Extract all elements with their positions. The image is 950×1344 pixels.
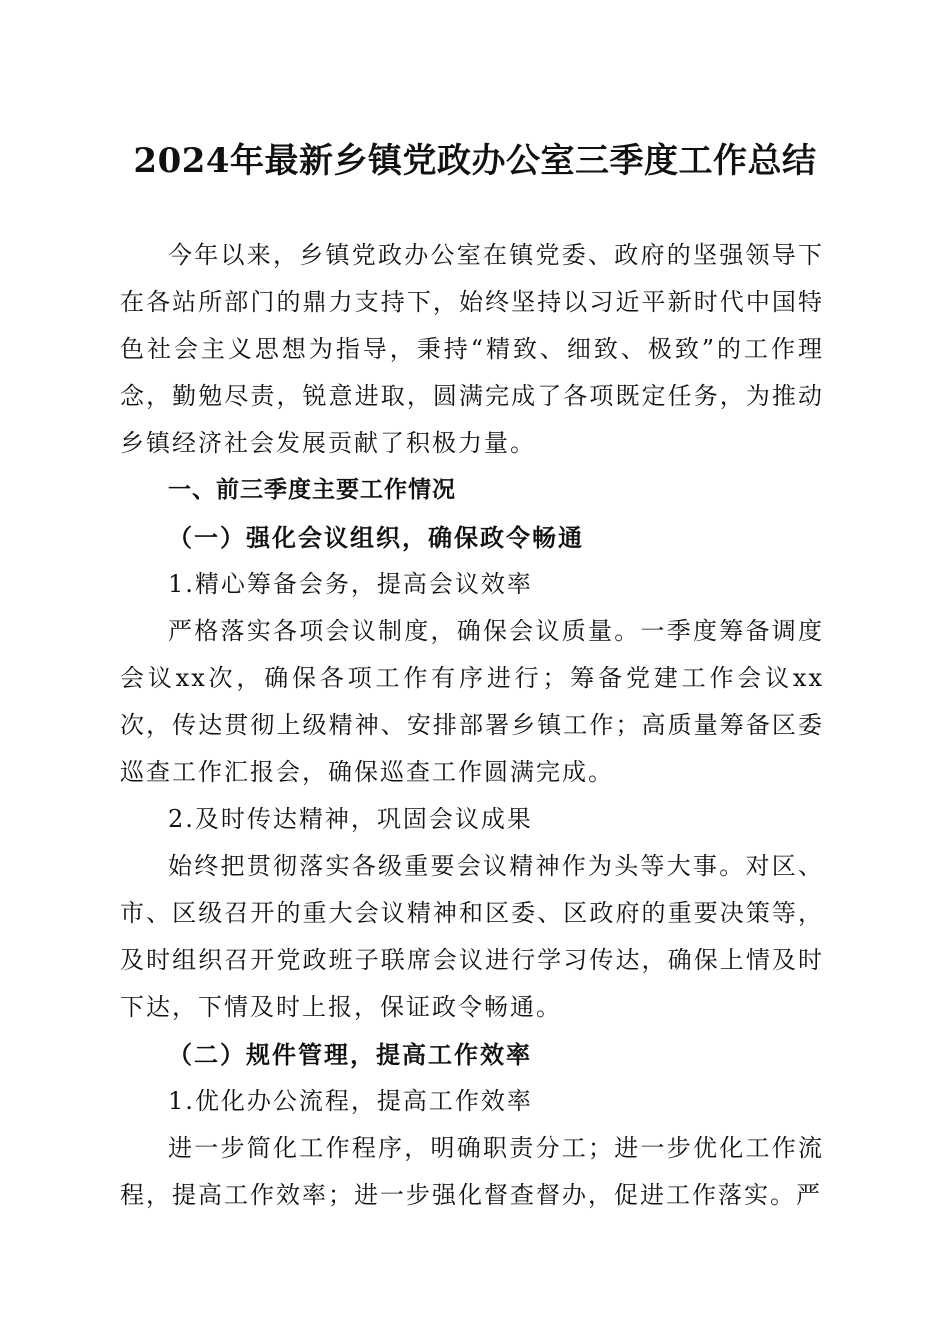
item-paragraph-1-2: 始终把贯彻落实各级重要会议精神作为头等大事。对区、市、区级召开的重大会议精神和区委、区政府的重要决策等，及时组织召开党政班子联席会议进行学习传达，确保上情及时下达，下情及时上报，保证政令畅通。 (120, 852, 824, 1021)
item-paragraph-1-1: 严格落实各项会议制度，确保会议质量。一季度筹备调度会议xx次，确保各项工作有序进行；筹备党建工作会议xx次，传达贯彻上级精神、安排部署乡镇工作；高质量筹备区委巡查工作汇报会，确保巡查工作圆满完成。 (120, 617, 824, 786)
document-body (120, 232, 824, 1219)
item-heading-1-2: 2.及时传达精神，巩固会议成果 (168, 805, 533, 833)
item-paragraph-2-1: 进一步简化工作程序，明确职责分工；进一步优化工作流程，提高工作效率；进一步强化督查督办，促进工作落实。严 (120, 1134, 824, 1209)
item-heading-1-1: 1.精心筹备会务，提高会议效率 (168, 570, 533, 598)
section-heading-1: 一、前三季度主要工作情况 (168, 477, 456, 503)
document-title: 2024年最新乡镇党政办公室三季度工作总结 (133, 141, 817, 181)
item-heading-2-1: 1.优化办公流程，提高工作效率 (168, 1087, 533, 1115)
subsection-heading-2: （二）规件管理，提高工作效率 (168, 1040, 532, 1069)
subsection-heading-1: （一）强化会议组织，确保政令畅通 (168, 523, 584, 552)
intro-paragraph: 今年以来，乡镇党政办公室在镇党委、政府的坚强领导下在各站所部门的鼎力支持下，始终坚持以习近平新时代中国特色社会主义思想为指导，秉持“精致、细致、极致”的工作理念，勤勉尽责，锐意进取，圆满完成了各项既定任务，为推动乡镇经济社会发展贡献了积极力量。 (120, 241, 824, 457)
